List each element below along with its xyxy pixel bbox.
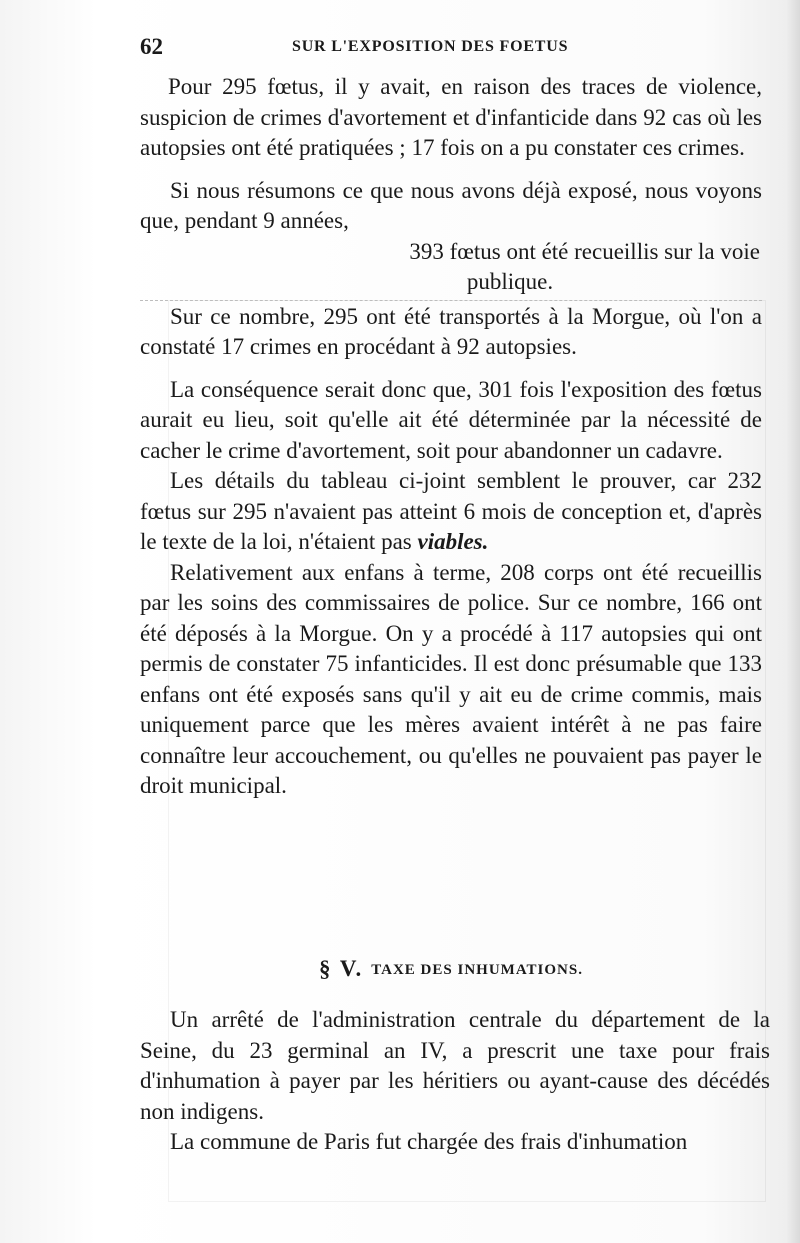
paragraph-6: Relativement aux enfans à terme, 208 corps ont été recueillis par les soins des commissaires de police. Sur ce nombre, 166 ont été déposés à la Morgue. On y a procédé à 117 autopsies qui ont permis de constater 75 infanticides. Il est donc présumable que 133 enfans ont été exposés sans qu'il y ait eu de crime commis, mais uniquement parce que les mères avaient intérêt à ne pas faire connaître leur accouchement, ou qu'elles ne pouvaient pas payer le droit municipal.	[140, 559, 762, 798]
section-heading	[140, 956, 762, 982]
paragraph-7: Un arrêté de l'administration centrale du département de la Seine, du 23 germinal an IV, a prescrit une taxe pour frais d'inhumation à payer par les héritiers ou ayant-cause des décédés non indigens.	[140, 1007, 770, 1124]
paragraph-5	[140, 466, 762, 558]
page-number: 62	[140, 34, 163, 59]
paragraph-5-text: Les détails du tableau ci-joint semblent le prouver, car 232 fœtus sur 295 n'avaient pas atteint 6 mois de conception et, d'après le texte de la loi, n'étaient pas	[140, 468, 762, 554]
paragraph-2: Si nous résumons ce que nous avons déjà exposé, nous voyons que, pendant 9 années,	[140, 177, 762, 233]
paragraph-4: La conséquence serait donc que, 301 fois l'exposition des fœtus aurait eu lieu, soit qu'elle ait été déterminée par la nécessité de cacher le crime d'avortement, soit pour abandonner un cadavre.	[140, 376, 762, 463]
running-title: SUR L'EXPOSITION DES FOETUS	[292, 38, 569, 55]
paragraph-2-line-b: publique.	[466, 269, 554, 294]
section-title-text: TAXE DES INHUMATIONS.	[371, 962, 583, 978]
section-symbol: § V.	[319, 956, 364, 981]
main-text	[140, 72, 762, 802]
paragraph-2-line-a: 393 fœtus ont été recueillis sur la voie	[409, 238, 760, 264]
page-header	[140, 34, 620, 64]
scan-edge-shadow	[786, 0, 800, 1243]
paragraph-3: Sur ce nombre, 295 ont été transportés à la Morgue, où l'on a constaté 17 crimes en procédant à 92 autopsies.	[140, 303, 762, 359]
paragraph-8: La commune de Paris fut chargée des frais d'inhumation	[170, 1129, 688, 1154]
paragraph-5-italic: viables.	[417, 529, 489, 554]
paragraph-1: Pour 295 fœtus, il y avait, en raison des traces de violence, suspicion de crimes d'avortement et d'infanticide dans 92 cas où les autopsies ont été pratiquées ; 17 fois on a pu constater ces crimes.	[140, 74, 762, 160]
section-text	[140, 1005, 770, 1158]
